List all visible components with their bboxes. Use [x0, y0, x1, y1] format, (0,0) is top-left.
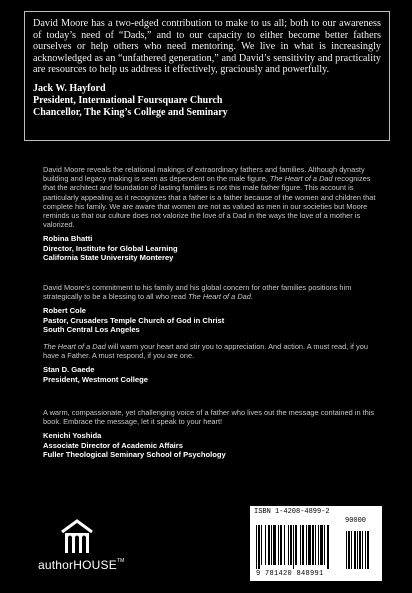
publisher-logo: [38, 518, 125, 578]
barcode-bar: [268, 525, 270, 565]
endorsement-text: David Moore reveals the relational makings of extraordinary fathers and families. Although dynasty building and legacy making is seen as dependent on the male figure, The Heart of a Dad recognizes that the architect and foundation of lasting families is not this male father figure. This account is particularly appealing as it recognizes that a father is a father because of the women and children that complete his family. We are aware that women are not as valued as men in our societies but Moore reminds us that our culture does not valorize the love of a Dad in the ways the love of a mother is valorized.: [43, 165, 376, 230]
barcode-addon-bar: [351, 531, 352, 569]
top-endorsement-quote: David Moore has a two-edged contribution to make to us all; both to our awareness of today’s need of “Dads,” and to our capacity to either become better fathers ourselves or help others who need mentoring. We live in what is increasingly acknowledged as an “unfathered generation,” and David’s sensitivity and practicality are resources to help us address it effectively, graciously and powerfully.: [33, 18, 381, 76]
barcode-bar: [300, 525, 301, 565]
barcode-addon-bar: [367, 531, 369, 569]
endorsement-cole: [43, 283, 383, 335]
barcode-bar: [273, 525, 276, 565]
barcode-bar: [293, 525, 294, 569]
book-title: The Heart of a Dad: [43, 342, 106, 351]
barcode-bar: [261, 525, 262, 565]
endorsement-yoshida: [43, 408, 383, 460]
endorsement-attribution: [43, 431, 383, 459]
endorser-title: President, Westmont College: [43, 374, 148, 384]
book-title: The Heart of a Dad: [188, 292, 251, 302]
barcode-bar: [312, 525, 314, 565]
publisher-name: authorHOUSE™: [38, 558, 125, 572]
endorsement-bhatti: [43, 165, 383, 263]
barcode-addon-bar: [348, 531, 350, 569]
barcode-bar: [280, 525, 282, 565]
endorser-title: South Central Los Angeles: [43, 325, 140, 335]
isbn-barcode: [250, 506, 382, 581]
endorsement-text: The Heart of a Dad will warm your heart and stir you to appreciation. And action. A must read, if you have a Father. A must respond, if you are one.: [43, 342, 368, 361]
endorser-name: Kenichi Yoshida: [43, 431, 102, 441]
ean-number: 9 781420 848991: [256, 570, 324, 578]
endorser-title: Director, Institute for Global Learning: [43, 243, 178, 253]
barcode-bar: [288, 525, 289, 565]
endorsement-gaede: [43, 342, 383, 384]
endorser-name: Robert Cole: [43, 306, 87, 316]
trademark-mark: TM: [116, 558, 125, 564]
barcode-bar: [324, 525, 325, 565]
barcode-bar: [258, 525, 260, 569]
endorsement-text: A warm, compassionate, yet challenging voice of a father who lives out the message contained in this book. Embrace the message, let it speak to your heart!: [43, 408, 375, 427]
barcode-bar: [271, 525, 272, 565]
isbn-label: ISBN 1-4208-4899-2: [254, 508, 330, 516]
barcode-bar: [318, 525, 319, 565]
barcode-bar: [278, 525, 279, 565]
top-endorsement-attribution: [33, 83, 381, 119]
endorser-title: California State University Monterey: [43, 253, 174, 263]
barcode-addon-bar: [357, 531, 358, 569]
barcode-addon-bar: [346, 531, 347, 569]
endorser-title: Chancellor, The King’s College and Seminary: [33, 106, 228, 118]
endorser-title: Associate Director of Academic Affairs: [43, 440, 183, 450]
barcode-bar: [284, 525, 285, 565]
barcode-addon-bar: [359, 531, 361, 569]
top-endorsement-box: [24, 11, 390, 141]
barcode-bar: [302, 525, 304, 565]
barcode-bars: [254, 525, 378, 569]
endorser-title: President, International Foursquare Church: [33, 94, 223, 106]
barcode-addon-bar: [354, 531, 356, 569]
endorser-title: Pastor, Crusaders Temple Church of God in Christ: [43, 315, 225, 325]
barcode-bar: [256, 525, 257, 569]
price-code: 90000: [345, 517, 367, 525]
barcode-bar: [308, 525, 311, 565]
barcode-addon-bar: [365, 531, 366, 569]
barcode-bar: [295, 525, 297, 565]
barcode-bar: [265, 525, 266, 565]
endorser-name: Robina Bhatti: [43, 234, 93, 244]
endorser-title: Fuller Theological Seminary School of Psychology: [43, 450, 226, 460]
authorhouse-logo-icon: [60, 518, 94, 556]
book-title: The Heart of a Dad: [269, 174, 333, 184]
barcode-bar: [320, 525, 323, 565]
barcode-bar: [327, 525, 329, 569]
barcode-bar: [306, 525, 307, 565]
barcode-bar: [315, 525, 316, 565]
endorser-name: Stan D. Gaede: [43, 365, 95, 375]
endorsement-text: David Moore’s commitment to his family and his global concern for other families positions him strategically to be a blessing to all who read The Heart of a Dad.: [43, 283, 352, 302]
endorsement-attribution: [43, 234, 383, 262]
endorser-name: Jack W. Hayford: [33, 82, 106, 94]
barcode-bar: [290, 525, 292, 565]
endorsement-attribution: [43, 306, 383, 334]
endorsement-attribution: [43, 365, 383, 384]
barcode-addon-bar: [362, 531, 363, 569]
